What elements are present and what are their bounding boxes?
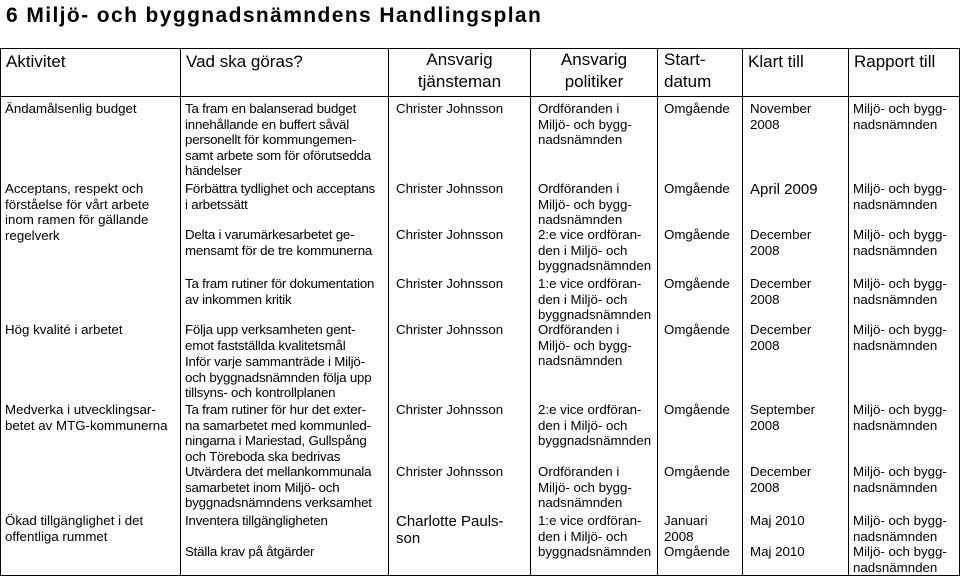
startdatum-cell: Omgående	[664, 101, 730, 116]
aktivitet-cell: Ändamålsenlig budget	[5, 101, 137, 116]
klart-till-cell: April 2009	[750, 181, 818, 198]
column-divider	[530, 48, 531, 576]
header-ansvarig-politiker: Ansvarig politiker	[560, 50, 628, 91]
page-title: 6 Miljö- och byggnadsnämndens Handlingsplan	[6, 4, 543, 27]
vad-cell: Ta fram en balanserad budget innehållande en buffert såväl personellt för kommungemen- samt arbete som för oförutsedda händelser	[185, 101, 371, 178]
rapport-till-cell: Miljö- och bygg- nadsnämnden	[853, 513, 947, 544]
vad-cell: Utvärdera det mellankommunala samarbetet inom Miljö- och byggnadsnämndens verksamhet	[185, 464, 372, 510]
politiker-cell: 1:e vice ordföran- den i Miljö- och byggnadsnämnden	[538, 276, 652, 322]
vad-cell: Förbättra tydlighet och acceptans i arbetssätt	[185, 181, 376, 212]
rapport-till-cell: Miljö- och bygg- nadsnämnden	[853, 402, 947, 433]
klart-till-cell: Maj 2010	[750, 513, 805, 528]
startdatum-cell-secondary: Omgående	[664, 544, 730, 559]
vad-cell-secondary: Inför varje sammanträde i Miljö- och byggnadsnämnden följa upp tillsyns- och kontrollplanen	[185, 354, 372, 400]
politiker-cell: 2:e vice ordföran- den i Miljö- och byggnadsnämnden	[538, 227, 652, 273]
tjansteman-cell: Christer Johnsson	[396, 322, 504, 337]
rapport-till-cell: Miljö- och bygg- nadsnämnden	[853, 276, 947, 307]
aktivitet-cell: Acceptans, respekt och förståelse för vårt arbete inom ramen för gällande regelverk	[5, 181, 150, 243]
vad-cell: Delta i varumärkesarbetet ge- mensamt för de tre kommunerna	[185, 227, 373, 258]
klart-till-cell: September 2008	[750, 402, 816, 433]
klart-till-cell: December 2008	[750, 464, 812, 495]
startdatum-cell: Omgående	[664, 181, 730, 196]
aktivitet-cell: Ökad tillgänglighet i det offentliga rummet	[5, 513, 144, 544]
vad-cell: Inventera tillgängligheten	[185, 513, 328, 528]
column-divider	[180, 48, 181, 576]
tjansteman-cell: Christer Johnsson	[396, 464, 504, 479]
startdatum-cell: Omgående	[664, 402, 730, 417]
tjansteman-cell: Christer Johnsson	[396, 402, 504, 417]
tjansteman-cell: Christer Johnsson	[396, 181, 504, 196]
aktivitet-cell: Medverka i utvecklingsar- betet av MTG-kommunerna	[5, 402, 168, 433]
rapport-till-cell: Miljö- och bygg- nadsnämnden	[853, 101, 947, 132]
rapport-till-cell: Miljö- och bygg- nadsnämnden	[853, 227, 947, 258]
startdatum-cell: Omgående	[664, 276, 730, 291]
startdatum-cell: Omgående	[664, 464, 730, 479]
column-divider	[388, 48, 389, 576]
header-startdatum: Start- datum	[664, 50, 712, 91]
startdatum-cell: Januari 2008	[664, 513, 708, 544]
startdatum-cell: Omgående	[664, 227, 730, 242]
klart-till-cell: December 2008	[750, 227, 812, 258]
header-rapport-till: Rapport till	[854, 52, 936, 71]
politiker-cell: Ordföranden i Miljö- och bygg- nadsnämnden	[538, 181, 632, 227]
startdatum-cell: Omgående	[664, 322, 730, 337]
rapport-till-cell: Miljö- och bygg- nadsnämnden	[853, 181, 947, 212]
tjansteman-cell: Christer Johnsson	[396, 101, 504, 116]
politiker-cell: 1:e vice ordföran- den i Miljö- och byggnadsnämnden	[538, 513, 652, 559]
tjansteman-cell: Charlotte Pauls- son	[396, 513, 504, 547]
rapport-till-cell: Miljö- och bygg- nadsnämnden	[853, 464, 947, 495]
vad-cell-secondary: Ställa krav på åtgärder	[185, 544, 315, 559]
klart-till-cell-secondary: Maj 2010	[750, 544, 805, 559]
politiker-cell: 2:e vice ordföran- den i Miljö- och byggnadsnämnden	[538, 402, 652, 448]
tjansteman-cell: Christer Johnsson	[396, 276, 504, 291]
vad-cell: Ta fram rutiner för hur det exter- na samarbetet med kommunled- ningarna i Mariestad, Gullspång och Töreboda ska bedrivas	[185, 402, 371, 464]
klart-till-cell: December 2008	[750, 322, 812, 353]
column-divider	[657, 48, 658, 576]
klart-till-cell: November 2008	[750, 101, 812, 132]
rapport-till-cell: Miljö- och bygg- nadsnämnden	[853, 322, 947, 353]
header-aktivitet: Aktivitet	[6, 52, 66, 71]
politiker-cell: Ordföranden i Miljö- och bygg- nadsnämnden	[538, 322, 632, 368]
politiker-cell: Ordföranden i Miljö- och bygg- nadsnämnden	[538, 464, 632, 510]
header-klart-till: Klart till	[748, 52, 804, 71]
politiker-cell: Ordföranden i Miljö- och bygg- nadsnämnden	[538, 101, 632, 147]
tjansteman-cell: Christer Johnsson	[396, 227, 504, 242]
vad-cell: Ta fram rutiner för dokumentation av inkommen kritik	[185, 276, 375, 307]
header-bottom-rule	[0, 96, 960, 97]
vad-cell: Följa upp verksamheten gent- emot fastställda kvalitetsmål	[185, 322, 356, 353]
table-border-left	[0, 48, 1, 576]
header-ansvarig-tjansteman: Ansvarig tjänsteman	[417, 50, 502, 91]
klart-till-cell: December 2008	[750, 276, 812, 307]
column-divider	[848, 48, 849, 576]
header-vad-ska-goras: Vad ska göras?	[186, 52, 303, 71]
column-divider	[742, 48, 743, 576]
rapport-till-cell-secondary: Miljö- och bygg- nadsnämnden	[853, 544, 947, 575]
aktivitet-cell: Hög kvalité i arbetet	[5, 322, 123, 337]
